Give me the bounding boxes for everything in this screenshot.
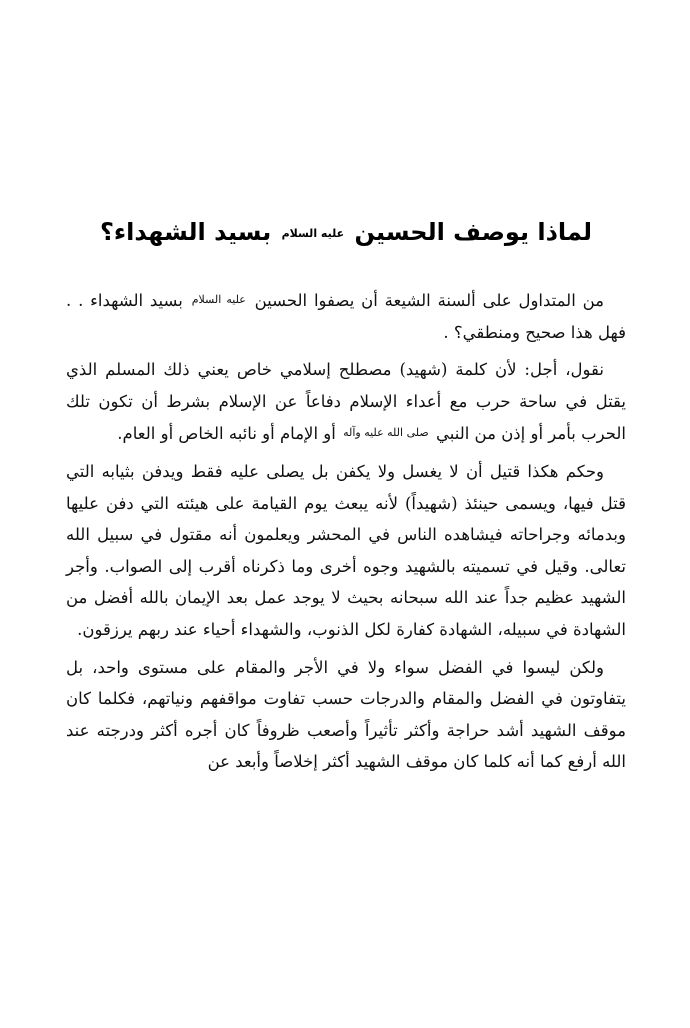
title-text-start: لماذا يوصف الحسين — [354, 218, 593, 246]
paragraph-4: ولكن ليسوا في الفضل سواء ولا في الأجر والمقام على مستوى واحد، بل يتفاوتون في الفضل والمقام والدرجات حسب تفاوت مواقفهم ونياتهم، فكلما كان موقف الشهيد أشد حراجة وأكثر تأثيراً وأصعب ظروفاً كان أجره أكثر ودرجته عند الله أرفع كما أنه كلما كان موقف الشهيد أكثر إخلاصاً وأبعد عن — [66, 657, 626, 772]
chapter-title — [66, 212, 626, 254]
title-text-end: بسيد الشهداء؟ — [99, 218, 272, 246]
document-page — [66, 212, 626, 784]
honorific-mark: صلى الله عليه وآله — [343, 426, 429, 440]
honorific-mark: عليه السلام — [191, 293, 246, 306]
honorific-mark: عليه السلام — [281, 227, 345, 240]
paragraph-3: وحكم هكذا قتيل أن لا يغسل ولا يكفن بل يصلى عليه فقط ويدفن بثيابه التي قتل فيها، ويسمى حينئذ (شهيداً) لأنه يبعث يوم القيامة على هيئته التي دفن عليها وبدمائه وجراحاته فيشاهده الناس في المحشر ويعلمون أنه مقتول في سبيل الله تعالى. وقيل في تسميته بالشهيد وجوه أخرى وما ذكرناه أقرب إلى الصواب. وأجر الشهيد عظيم جداً عند الله سبحانه بحيث لا يوجد عمل بعد الإيمان بالله أفضل من الشهادة في سبيله، الشهادة كفارة لكل الذنوب، والشهداء أحياء عند ربهم يرزقون. — [66, 461, 626, 639]
paragraph-2: نقول، أجل: لأن كلمة (شهيد) مصطلح إسلامي خاص يعني ذلك المسلم الذي يقتل في ساحة حرب مع أعداء الإسلام دفاعاً عن الإسلام بشرط أن تكون تلك الحرب بأمر أو إذن من النبي صلى الله عليه وآله أو الإمام أو نائبه الخاص أو العام. — [66, 360, 626, 444]
paragraph-1: من المتداول على ألسنة الشيعة أن يصفوا الحسين عليه السلام بسيد الشهداء . . فهل هذا صحيح ومنطقي؟ . — [66, 291, 626, 342]
